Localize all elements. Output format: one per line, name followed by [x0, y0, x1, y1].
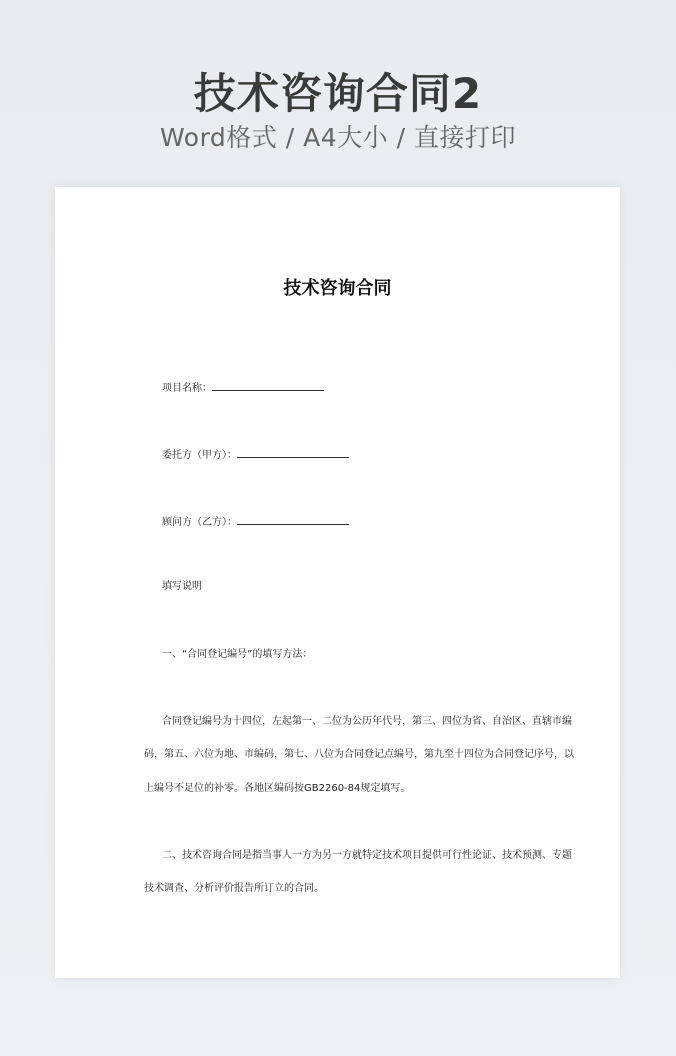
consultant-blank: [237, 513, 349, 525]
project-name-field: [162, 379, 324, 396]
client-blank: [237, 446, 349, 458]
consultant-field: [162, 513, 349, 530]
section2-line-2: 技术调查、分析评价报告所订立的合同。: [144, 883, 324, 894]
instructions-heading: 填写说明: [162, 581, 202, 592]
project-name-label: 项目名称：: [162, 383, 212, 394]
section2-line-1: 二、技术咨询合同是指当事人一方为另一方就特定技术项目提供可行性论证、技术预测、专题: [162, 850, 572, 861]
section1-line-2: 码，第五、六位为地、市编码，第七、八位为合同登记点编号，第九至十四位为合同登记序号，以: [144, 749, 574, 760]
consultant-label: 顾问方（乙方）：: [162, 517, 237, 528]
banner-title: 技术咨询合同2: [193, 69, 483, 118]
banner-subtitle: Word格式 / A4大小 / 直接打印: [160, 123, 516, 152]
document-title: 技术咨询合同: [283, 278, 392, 299]
client-label: 委托方（甲方）：: [162, 450, 237, 461]
document-page: [55, 187, 620, 978]
section1-line-1: 合同登记编号为十四位，左起第一、二位为公历年代号，第三、四位为省、自治区、直辖市编: [162, 716, 572, 727]
project-name-blank: [212, 379, 324, 391]
section1-line-3: 上编号不足位的补零。各地区编码按GB2260-84规定填写。: [144, 783, 411, 794]
section1-heading: 一、“合同登记编号”的填写方法：: [162, 649, 313, 660]
client-field: [162, 446, 349, 463]
